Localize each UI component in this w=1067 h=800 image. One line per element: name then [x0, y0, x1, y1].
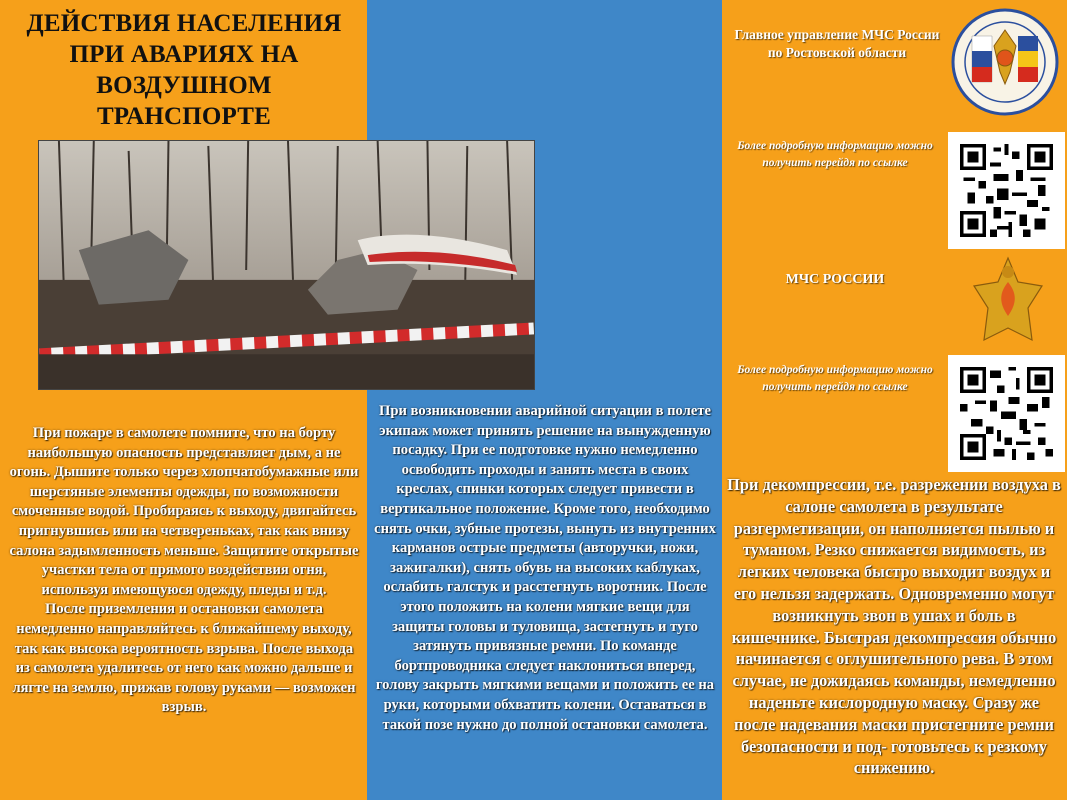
mchs-rostov-emblem-icon: [950, 6, 1060, 118]
landing-paragraph: После приземления и остановки самолета немедленно направляйтесь к ближайшему выходу, так как высока вероятность взрыва. После выхода из самолета удалитесь от него как можно дальше и лягте на землю, прижав голову руками — возможен взрыв.: [12, 601, 356, 716]
fire-paragraph: При пожаре в самолете помните, что на борту наибольшую опасность представляет дым, а не огонь. Дышите только через хлопчатобумажные или шерстяные элементы одежды, по возможности смоченные водой. Пробираясь к выходу, двигайтесь пригнувшись или на четвереньках, так как внизу салона задымленность меньше. Защитите открытые участки тела от прямого воздействия огня, используя имеющуюся одежду, пледы и т.д.: [9, 425, 359, 598]
more-info-text-2: Более подробную информацию можно получить перейдя по ссылке: [737, 364, 933, 393]
mchs-label: МЧС РОССИИ: [785, 272, 885, 287]
org-name: Главное управление МЧС России по Ростовской области: [734, 27, 940, 60]
page-title: ДЕЙСТВИЯ НАСЕЛЕНИЯ ПРИ АВАРИЯХ НА ВОЗДУШНОМ ТРАНСПОРТЕ: [26, 10, 342, 130]
mchs-russia-emblem-icon: [970, 252, 1046, 352]
right-panel-text: При декомпрессии, т.е. разрежении воздуха в салоне самолета в результате разгерметизации, он наполняется пылью и туманом. Резко снижается видимость, из легких человека быстро выходит воздух и его нельзя задержать. Одновременно могут возникнуть звон в ушах и боль в кишечнике. Быстрая декомпрессия обычно начинается с оглушительного рева. В этом случае, не дожидаясь команды, немедленно наденьте кислородную маску. Сразу же после надевания маски пристегните ремни безопасности и под- готовьтесь к резкому снижению.: [727, 475, 1061, 778]
qr-code-icon[interactable]: [948, 132, 1065, 249]
middle-panel-text: При возникновении аварийной ситуации в полете экипаж может принять решение на вынужденную посадку. При ее подготовке нужно немедленно освободить проходы и занять места в своих креслах, спинки которых следует привести в вертикальное положение. Кроме того, необходимо снять очки, зубные протезы, вынуть из внутренних карманов острые предметы (авторучки, ножи, зажигалки), снять обувь на высоких каблуках, ослабить галстук и расстегнуть воротник. После этого положить на колени мягкие вещи для защиты головы и туловища, застегнуть и туго затянуть привязные ремни. По команде бортпроводника следует наклониться вперед, голову закрыть мягкими вещами и положить ее на руки, которыми обхватить колени. Оставаться в такой позе нужно до полной остановки самолета.: [374, 403, 716, 733]
left-panel-text: [8, 424, 360, 718]
crash-site-photo: [38, 140, 535, 390]
more-info-text-1: Более подробную информацию можно получить перейдя по ссылке: [737, 140, 933, 169]
qr-code-icon[interactable]: [948, 355, 1065, 472]
